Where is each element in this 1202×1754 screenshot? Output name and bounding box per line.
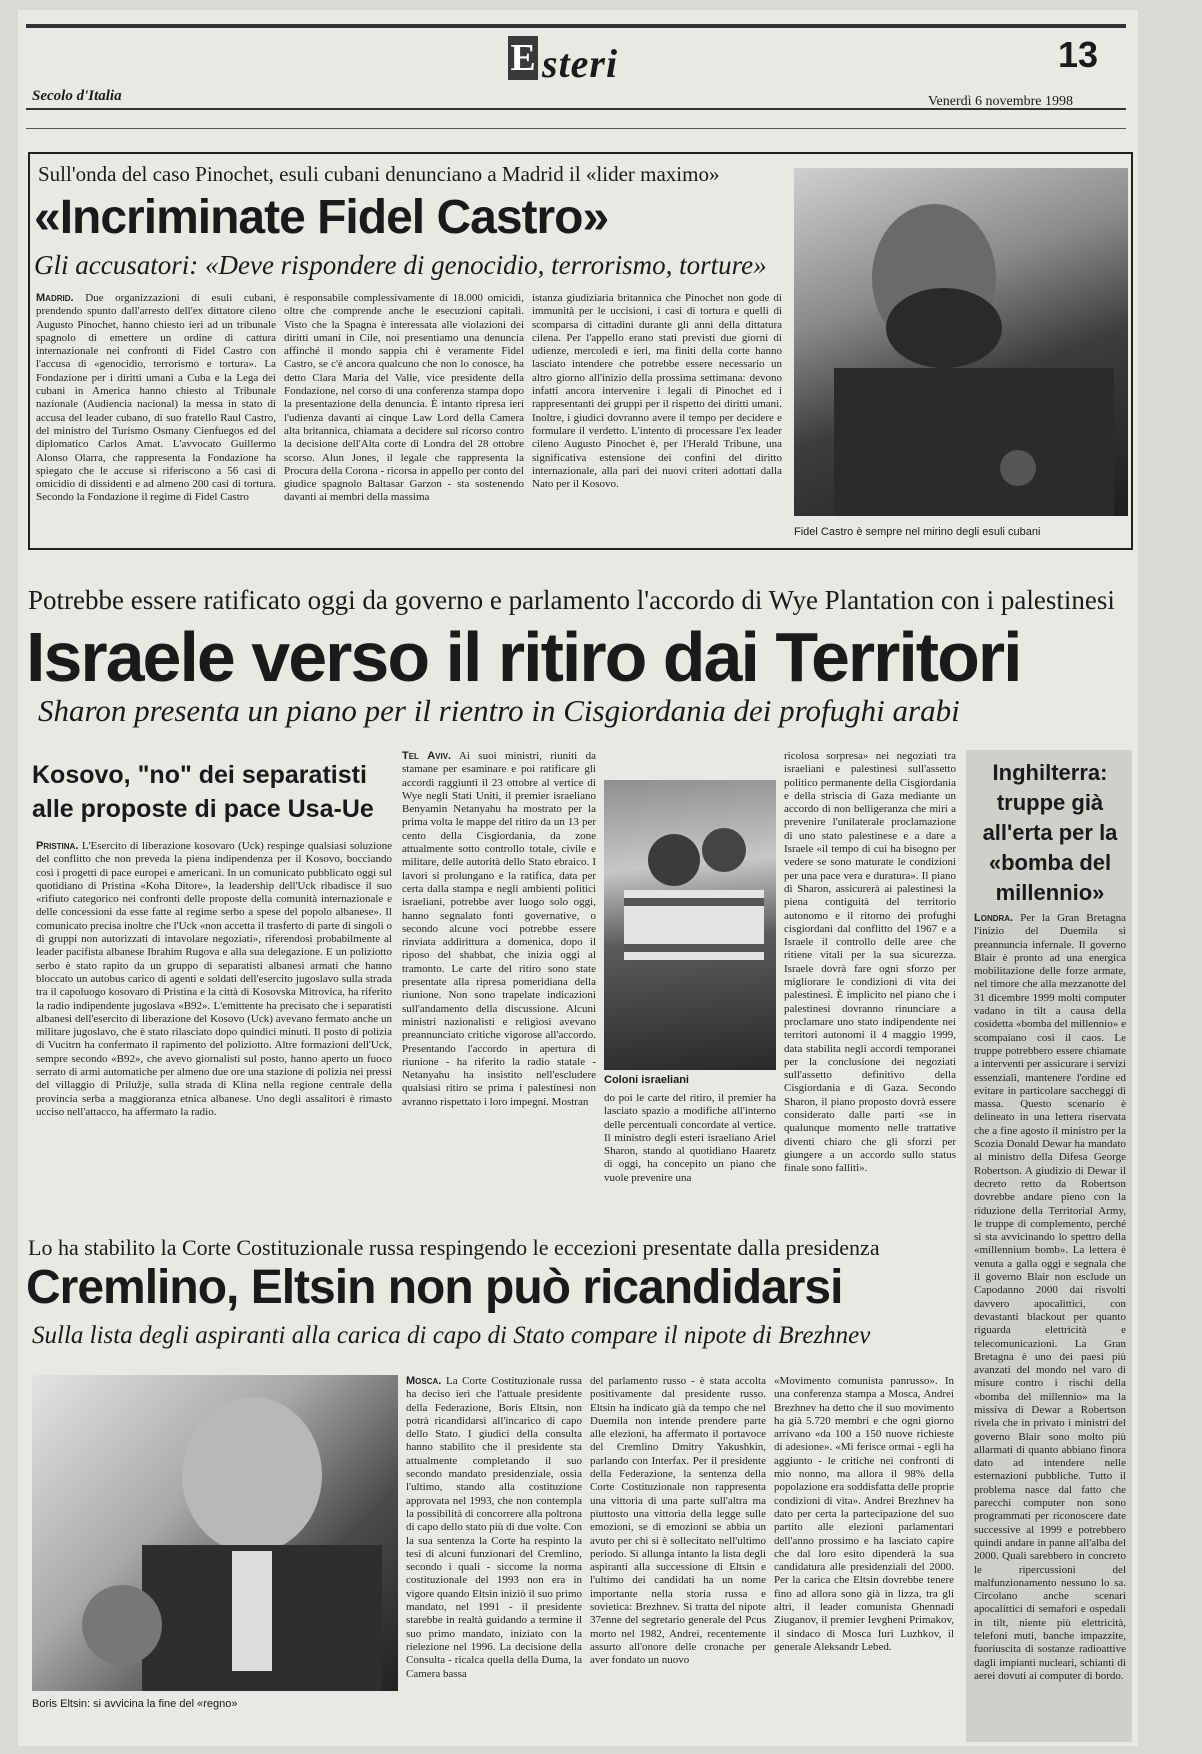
england-body	[974, 912, 1126, 1738]
israel-column-2: do poi le carte del ritiro, il premier ha lasciato spazio a modifiche all'interno delle percentuali concordate al vertice. Il ministro degli esteri israeliano Ariel Sharon, stando al quotidiano Haaretz di oggi, ha concepito un piano che vuole prevenire una	[604, 1092, 776, 1184]
eltsin-column-1	[406, 1375, 582, 1741]
masthead-rule-thin	[26, 128, 1126, 129]
issue-date: Venerdì 6 novembre 1998	[928, 94, 1074, 109]
kosovo-text: L'Esercito di liberazione kosovaro (Uck) respinge qualsiasi soluzione del conflitto che non preveda la piena indipendenza per il Kosovo, bocciando così i progetti di pace europei e americani. In un comunicato pubblicato oggi sul quotidiano di Pristina «Koha Ditore», la leadership dell'Uck ribadisce il suo «rifiuto categorico nei confronti delle proposte della comunità internazionale e delle concessioni da esse fatte al regime serbo a spese del popolo albanese». Il comunicato precisa inoltre che l'Uck «non accetta il trasferto di parte di singoli o di gruppi non autorizzati di intavolare negoziati», riferendosi probabilmente al leader pacifista albanese Ibrahim Rugova e alla sua delegazione. E un poliziotto serbo è stato rapito da un gruppo di separatisti albanesi armati che hanno bloccato un autobus carico di agenti e soldati dell'esercito jugoslavo sulla strada tra il capoluogo kosovaro di Pristina e la città di Kosovska Mitrovica, ha riferito la radio indipendente jugoslava «B92». L'emittente ha precisato che i separatisti albanesi dell'esercito di liberazione del Kosovo (Uck) avevano fermato anche un militare jugoslavo, che è stato rilasciato dopo quindici minuti. Il posto di polizia di Vucitrn ha confermato il rapimento del poliziotto. Altre formazioni dell'Uck, sempre secondo «B92», che avevo giornalisti sul posto, hanno aperto un fuoco serrato di armi automatiche per almeno due ore una stazione di polizia nei pressi del villaggio di Prilužje, sulla strada di Klina nella regione centrale della provincia serba a maggioranza etnica albanese. Uno degli assalitori è rimasto ucciso nell'attacco, ha affermato la radio.	[36, 840, 392, 1118]
eltsin-column-1-text: La Corte Costituzionale russa ha deciso ieri che l'attuale presidente della Federazione, Boris Eltsin, non potrà ricandidarsi all'incarico di capo dello Stato. I giudici della consulta hanno stabilito che il presidente sta attualmente completando il suo secondo mandato presidenziale, ossia l'ultimo, stando alla costituzione approvata nel 1993, che non contempla la possibilità di concorrere alla poltrona di capo dello stato più di due volte. Con la sua sentenza la Corte ha respinto la tesi di alcuni funzionari del Cremlino, secondo i quali - siccome la norma costituzionale del 1993 non era in vigore quando Eltsin iniziò il suo primo mandato, nel 1991 - il presidente starebbe in realtà guidando a termine il suo primo mandato, iniziato con la rielezione nel 1996. La decisione della Consulta - ricalca quella della Duma, la Camera bassa	[406, 1375, 582, 1680]
eltsin-photo	[32, 1375, 398, 1691]
israel-column-1-text: Ai suoi ministri, riuniti da stamane per esaminare e poi ratificare gli accordi raggiunti il 23 ottobre al vertice di Wye negli Stati Uniti, il premier israeliano Benyamin Netanyahu ha mostrato per la prima volta le mappe del ritiro da un 13 per cento della Cisgiordania, da zone attualmente sotto controllo totale, civile e militare, delle autorità dello Stato ebraico. I lavori si prolungano e la ratifica, data per certa dalla stampa e negli ambienti politici israeliani, potrebbe aver luogo solo oggi, hanno segnalato fonti governative, o secondo alcune voci potrebbe essere rinviata addirittura a domenica, dopo il riposo del shabbat, che inizia oggi al tramonto. Le carte del ritiro sono state presentate alla ripresa pomeridiana della riunione. Non sono trapelate indicazioni sull'andamento della discussione. Alcuni ministri nazionalisti e religiosi avevano preannunciato critiche vigorose all'accordo. Presentando l'accordo in apertura di riunione - ha riferito la radio statale - Netanyahu ha insistito nell'escludere qualsiasi ritiro se prima i palestinesi non avranno rispettato i loro impegni. Mostran	[402, 750, 596, 1108]
israel-column-1	[402, 750, 596, 1232]
israel-subheadline: Sharon presenta un piano per il rientro in Cisgiordania dei profughi arabi	[38, 693, 960, 728]
castro-subheadline: Gli accusatori: «Deve rispondere di genocidio, terrorismo, torture»	[34, 250, 767, 280]
page-number: 13	[1058, 34, 1099, 75]
settlers-photo-caption: Coloni israeliani	[604, 1074, 689, 1086]
castro-kicker: Sull'onda del caso Pinochet, esuli cubani denunciano a Madrid il «lider maximo»	[38, 162, 720, 186]
castro-photo-caption: Fidel Castro è sempre nel mirino degli esuli cubani	[794, 526, 1041, 538]
israel-dateline: Tel Aviv.	[402, 750, 452, 762]
settlers-photo-flag	[604, 780, 776, 1070]
eltsin-column-3: «Movimento comunista panrusso». In una conferenza stampa a Mosca, Andrei Brezhnev ha detto che il suo movimento ha già 5.720 membri e che ogni giorno arrivano «da 100 a 150 nuove richieste di adesione». «Mi ferisce ormai - egli ha aggiunto - le critiche nei confronti di mio nonno, ma allora il 98% della popolazione era soddisfatta delle proprie condizioni di vita». Andrei Brezhnev ha dato per certa la partecipazione del suo partito alle elezioni parlamentari dell'anno prossimo e ha lasciato capire che dal loro esito dipenderà la sua candidatura alle presidenziali del 2000. Per la carica che Eltsin dovrebbe tenere fino ad allora sono già in lizza, tra gli altri, il leader comunista Ghennadi Ziuganov, il premier Ievgheni Primakov, il sindaco di Mosca Iuri Luzhkov, il generale Aleksandr Lebed.	[774, 1375, 954, 1653]
section-initial-block	[508, 36, 538, 80]
castro-headline: «Incriminate Fidel Castro»	[34, 191, 609, 244]
eltsin-photo-caption: Boris Eltsin: si avvicina la fine del «regno»	[32, 1698, 238, 1710]
paper-name: Secolo d'Italia	[32, 88, 122, 104]
israel-headline: Israele verso il ritiro dai Territori	[26, 618, 1021, 696]
eltsin-kicker: Lo ha stabilito la Corte Costituzionale russa respingendo le eccezioni presentate dalla presidenza	[28, 1235, 880, 1260]
eltsin-dateline: Mosca.	[406, 1375, 442, 1387]
newspaper-page	[18, 10, 1138, 1746]
israel-column-3: ricolosa sorpresa» nei negoziati tra israeliani e palestinesi sull'assetto politico permanente della Cisgiordania e della striscia di Gaza mediante un accordo di non belligeranza che miri a prevenire l'unilaterale proclamazione di uno stato palestinese e a dare a Israele «il tempo di cui ha bisogno per vedere se sono maturate le condizioni per una pace vera e duratura». Il piano di Sharon, assicurerà ai palestinesi la piena contiguità del territorio autonomo e il ritorno dei profughi cisgiordani dal conflitto del 1967 e a Israele il controllo delle aree che ritiene vitali per la sua sicurezza. Israele dovrà fare ogni sforzo per migliorare le condizioni di vita dei palestinesi. È implicito nel piano che i palestinesi dovranno rinunciare a proclamare uno stato indipendente nei territori autonomi il 4 maggio 1999, data stabilita negli accordi temporanei per la conclusione dei negoziati sull'assetto definitivo della Cisgiordania e di Gaza. Secondo Sharon, il piano proposto dovrà essere considerato dalle parti «se in qualunque momento nelle trattative diventi chiaro che gli sforzi per giungere a un accordo sullo status finale sono falliti».	[784, 750, 956, 1175]
section-name: steri	[542, 41, 619, 86]
eltsin-subheadline: Sulla lista degli aspiranti alla carica di capo di Stato compare il nipote di Brezhnev	[32, 1322, 871, 1349]
section-initial: E	[510, 37, 536, 79]
israel-kicker: Potrebbe essere ratificato oggi da governo e parlamento l'accordo di Wye Plantation con i palestinesi	[28, 585, 1115, 615]
kosovo-headline: Kosovo, "no" dei separatisti alle proposte di pace Usa-Ue	[32, 761, 374, 823]
castro-photo-silhouette	[794, 168, 1128, 516]
castro-column-3: istanza giudiziaria britannica che Pinochet non gode di immunità per le uccisioni, i casi di tortura e quelli di scomparsa di cittadini durante gli anni della dittatura cilena. Per l'appello erano stati previsti due giorni di udienze, mercoledì e ieri, ma finiti della corte hanno lasciato intendere che potrebbe essere necessario un altro giorno all'inizio della prossima settimana: devono infatti ancora intervenire i legali di Pinochet ed i rappresentanti dei gruppi per il rispetto dei diritti umani. Inoltre, i giudici dovranno avere il tempo per decidere e formulare il verdetto. L'intento di processare l'ex leader cileno Augusto Pinochet è, per l'Herald Tribune, una significativa estensione dei confini del diritto internazionale, alla pari dei nuovi criteri adottati dalla Nato per il Kosovo.	[532, 292, 782, 491]
castro-dateline: Madrid.	[36, 292, 74, 304]
top-rule	[26, 24, 1126, 28]
castro-column-1	[36, 292, 276, 544]
castro-column-2: è responsabile complessivamente di 18.000 omicidi, oltre che comprende anche le esecuzioni capitali. Visto che la Spagna è interessata alle violazioni dei diritti umani in Cile, noi presentiamo una denuncia affinché il mondo sappia chi è veramente Fidel Castro, se c'è ancora qualcuno che non lo conosce, ha detto Clara Maria del Valle, vice presidente della Fondazione, nel corso di una conferenza stampa dopo la presentazione della denuncia. È intanto ripresa ieri l'udienza davanti ai cinque Law Lord della Camera alta britannica, chiamata a decidere sul ricorso contro la decisione dell'Alta corte di Londra del 28 ottobre scorso. Alun Jones, il legale che rappresenta la Procura della Corona - ricorsa in appello per conto del giudice spagnolo Baltasar Garzon - sta sostenendo davanti ai membri della massima	[284, 292, 524, 504]
castro-photo	[794, 168, 1128, 516]
eltsin-headline: Cremlino, Eltsin non può ricandidarsi	[26, 1261, 843, 1314]
england-dateline: Londra.	[974, 912, 1014, 924]
kosovo-body	[36, 840, 392, 1232]
castro-column-1-text: Due organizzazioni di esuli cubani, prendendo spunto dall'arresto dell'ex dittatore cileno Augusto Pinochet, hanno chiesto ieri ad un tribunale spagnolo di emettere un ordine di cattura internazionale nei confronti di Fidel Castro con l'accusa di «genocidio, terrorismo e tortura». La Fondazione per i diritti umani a Cuba e la Lega dei cubani in America hanno chiesto al Tribunale nazionale (Audiencia nacional) la messa in stato di accusa del leader cubano, di suo fratello Raul Castro, del ministro del Turismo Osmany Cienfuegos ed del diplomatico Carlos Amat. L'avvocato Guillermo Alonso Olarra, che rappresenta la Fondazione ha spiegato che le accuse si riferiscono a 56 casi di omicidio di dissidenti e ad almeno 200 casi di tortura. Secondo la Fondazione il regime di Fidel Castro	[36, 292, 276, 504]
england-headline: Inghilterra: truppe già all'erta per la «bomba del millennio»	[982, 760, 1118, 905]
kosovo-dateline: Pristina.	[36, 840, 79, 852]
england-text: Per la Gran Bretagna l'inizio del Duemila si preannuncia infernale. Il governo Blair è pronto ad una energica mobilitazione delle forze armate, nel timore che alla mezzanotte del 31 dicembre 1999 molti computer vadano in tilt a causa della cosidetta «bomba del millennio» e scompaiano così il caos. Le truppe potrebbero essere chiamate a interventi per assicurare i servizi essenziali, mantenere l'ordine ed evitare in particolare saccheggi di massa. Questo scenario è delineato in una lettera riservata che a fine agosto il ministro per la Scozia Donald Dewar ha mandato al ministro della Difesa George Robertson. A giudizio di Dewar il decreto retto da Robertson dovrebbe andare pieno con la riduzione della Territorial Army, le truppe di complemento, perché si sta avvicinando lo spettro della «millennium bomb». La lettera è venuta a galla oggi e segnala che il governo Blair non esclude un Capodanno 2000 dai risvolti davvero apocalittici, con devastanti blackout per quanto riguarda elettricità e telecomunicazioni. La Gran Bretagna è uno dei paesi più avanzati del mondo nel varo di misure contro i rischi della «bomba del millennio» ma la missiva di Dewar a Robertson rivela che in privato i ministri del governo Blair sono molto più allarmati di quanto abbiano finora dato ad intendere nelle esternazioni pubbliche. Tutto il problema nasce dal fatto che parecchi computer non sono programmati per riconoscere date successive al 1999 e potrebbero quindi andare in panne all'alba del 2000. Quali sarebbero in concreto le ripercussioni del malfunzionamento nessuno lo sa. Circolano anche scenari apocalittici di semafori e ospedali in tilt, niente più elettricità, telefoni muti, banche impazzite, fuoriuscita di sostanze radioattive dagli impianti nucleari, schianti di aerei dovuti ai computer di bordo.	[974, 912, 1126, 1682]
settlers-photo	[604, 780, 776, 1070]
eltsin-column-2: del parlamento russo - è stata accolta positivamente dal presidente russo. Eltsin ha indicato già da tempo che nel Duemila non intende prendere parte alle elezioni, ha affermato il portavoce del Cremlino Dmitry Yakushkin, parlando con Interfax. Per il presidente della Federazione, la sentenza della Corte Costituzionale non rappresenta una vittoria di una parte sull'altra ma piuttosto una vittoria della legge sulle emozioni, se di emozioni se abbia un avuto per chi si è sollecitato nell'ultimo periodo. Si allunga intanto la lista degli aspiranti alla successione di Eltsin e l'ultimo dei candidati ha un nome importante nella storia russa e sovietica: Brezhnev. Si tratta del nipote 37enne del segretario generale del Pcus morto nel 1982, Andrei, recentemente assurto all'onore delle cronache per aver fondato un nuovo	[590, 1375, 766, 1667]
eltsin-photo-silhouette	[32, 1375, 398, 1691]
